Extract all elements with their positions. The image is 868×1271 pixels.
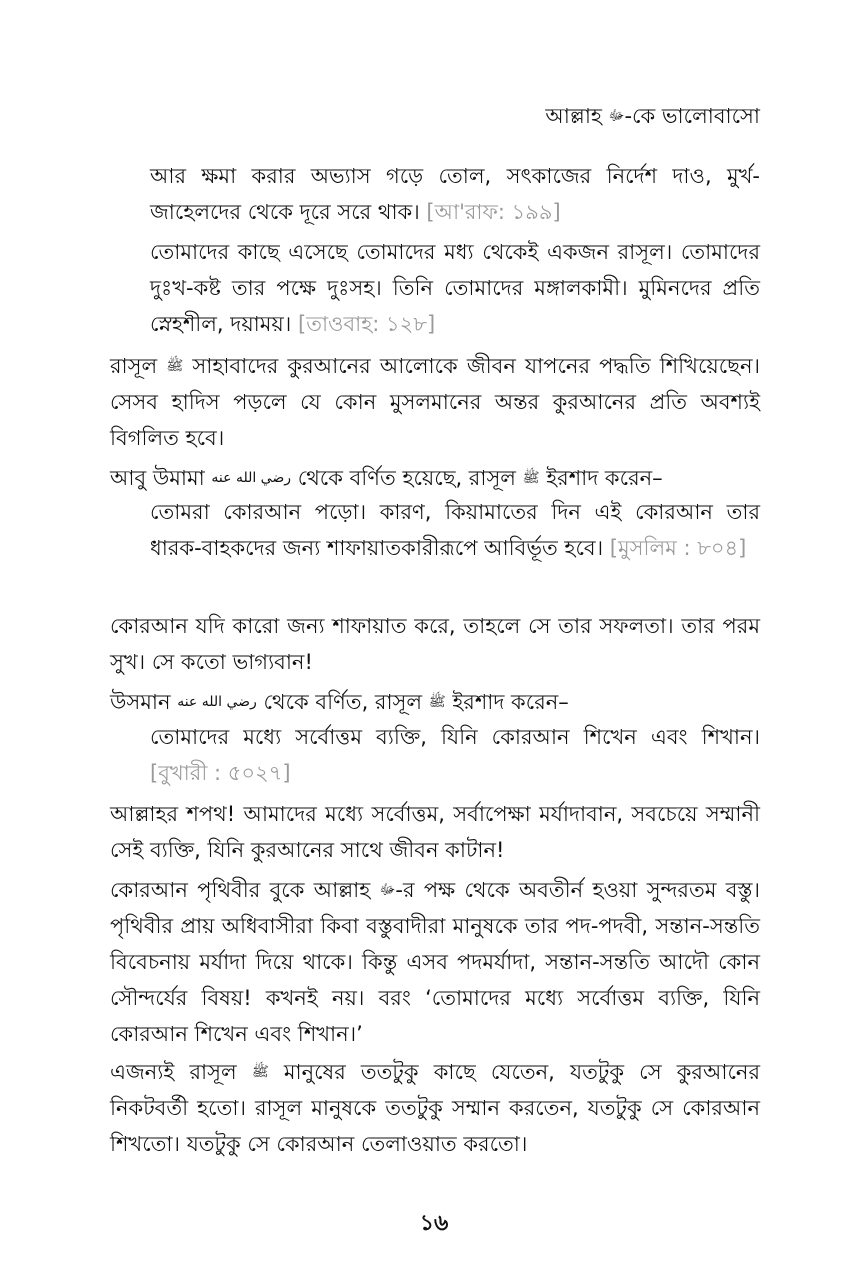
paragraph-text: এজন্যই রাসূল: [110, 1060, 252, 1084]
quote-reference: [বুখারী : ৫০২৭]: [150, 761, 291, 785]
running-title-part: আল্লাহ: [545, 104, 609, 128]
paragraph-text: থেকে বর্ণিত হয়েছে, রাসূল: [291, 466, 523, 490]
hadith-intro-usman: [110, 684, 760, 720]
hadith-quote-bukhari: [150, 719, 760, 791]
paragraph-text: ইরশাদ করেন–: [445, 690, 569, 714]
paragraph-text: -র পক্ষ থেকে অবতীর্ন হওয়া সুন্দরতম বস্তু। পৃথিবীর প্রায় অধিবাসীরা কিবা বস্তুবাদীরা মানুষকে তার পদ-পদবী, সন্তান-সন্ততি বিবেচনায় মর্যাদা দিয়ে থাকে। কিন্তু এসব পদমর্যাদা, সন্তান-সন্ততি আদৌ কোন সৌন্দর্যের বিষয়! কখনই নয়। বরং ‘তোমাদের মধ্যে সর্বোত্তম ব্যক্তি, যিনি কোরআন শিখেন এবং শিখান।’: [110, 878, 760, 1046]
prophet-honorific-glyph: ﷺ: [522, 470, 540, 486]
quote-reference: [মুসলিম : ৮০৪]: [609, 536, 747, 560]
paragraph-text: কোরআন পৃথিবীর বুকে আল্লাহ: [110, 878, 380, 902]
paragraph-text: সাহাবাদের কুরআনের আলোকে জীবন যাপনের পদ্ধতি শিখিয়েছেন। সেসব হাদিস পড়লে যে কোন মুসলমানের অন্তর কুরআনের প্রতি অবশ্যই বিগলিত হবে।: [110, 354, 760, 450]
paragraph-most-beautiful: [110, 872, 760, 1052]
paragraph-text: কোরআন যদি কারো জন্য শাফায়াত করে, তাহলে সে তার সফলতা। তার পরম সুখ। সে কতো ভাগ্যবান!: [110, 614, 760, 674]
paragraph-oath: [110, 796, 760, 868]
page-number: ১৬: [419, 1211, 449, 1236]
hadith-quote-muslim: [150, 494, 760, 566]
paragraph-prophet-respect: [110, 1054, 760, 1162]
paragraph-text: রাসূল: [110, 354, 167, 378]
companion-honorific-glyph: رضي الله عنه: [177, 694, 257, 710]
quran-quote-tawbah: [150, 234, 760, 342]
prophet-honorific-glyph: ﷺ: [251, 1064, 269, 1080]
quote-text: আর ক্ষমা করার অভ্যাস গড়ে তোল, সৎকাজের নির্দেশ দাও, মুর্খ-জাহেলদের থেকে দূরে সরে থাক।: [150, 164, 760, 224]
quote-reference: [তাওবাহ: ১২৮]: [298, 312, 436, 336]
paragraph-text: ইরশাদ করেন–: [539, 466, 663, 490]
paragraph-text: আল্লাহর শপথ! আমাদের মধ্যে সর্বোত্তম, সর্বাপেক্ষা মর্যাদাবান, সবচেয়ে সম্মানী সেই ব্যক্তি, যিনি কুরআনের সাথে জীবন কাটান!: [110, 802, 760, 862]
quote-text: তোমাদের মধ্যে সর্বোত্তম ব্যক্তি, যিনি কোরআন শিখেন এবং শিখান।: [150, 725, 760, 749]
prophet-honorific-glyph: ﷺ: [166, 358, 184, 374]
companion-honorific-glyph: رضي الله عنه: [211, 470, 292, 486]
running-header: [545, 100, 760, 135]
paragraph-text: মানুষের ততটুকু কাছে যেতেন, যতটুকু সে কুরআনের নিকটবর্তী হতো। রাসূল মানুষকে ততটুকু সম্মান করতেন, যতটুকু সে কোরআন শিখতো। যতটুকু সে কোরআন তেলাওয়াত করতো।: [110, 1060, 761, 1156]
allah-honorific-glyph: ﷻ: [379, 882, 396, 898]
paragraph-text: আবু উমামা: [110, 466, 212, 490]
quote-text: তোমাদের কাছে এসেছে তোমাদের মধ্য থেকেই একজন রাসূল। তোমাদের দুঃখ-কষ্ট তার পক্ষে দুঃসহ। তিনি তোমাদের মঙ্গালকামী। মুমিনদের প্রতি স্নেহশীল, দয়াময়।: [150, 240, 760, 336]
running-title-part: -কে ভালোবাসো: [624, 104, 760, 128]
paragraph-text: উসমান: [110, 690, 178, 714]
allah-honorific-glyph: ﷻ: [608, 108, 625, 124]
quote-reference: [আ'রাফ: ১৯৯]: [426, 200, 561, 224]
hadith-intro-abu-umama: [110, 460, 760, 496]
prophet-honorific-glyph: ﷺ: [428, 694, 446, 710]
quote-text: তোমরা কোরআন পড়ো। কারণ, কিয়ামাতের দিন এই কোরআন তার ধারক-বাহকদের জন্য শাফায়াতকারীরূপে আবির্ভূত হবে।: [150, 500, 760, 560]
paragraph-text: থেকে বর্ণিত, রাসূল: [256, 690, 429, 714]
quran-quote-araf: [150, 158, 760, 230]
paragraph-shafaat: [110, 608, 760, 680]
paragraph-sahaba: [110, 348, 760, 456]
